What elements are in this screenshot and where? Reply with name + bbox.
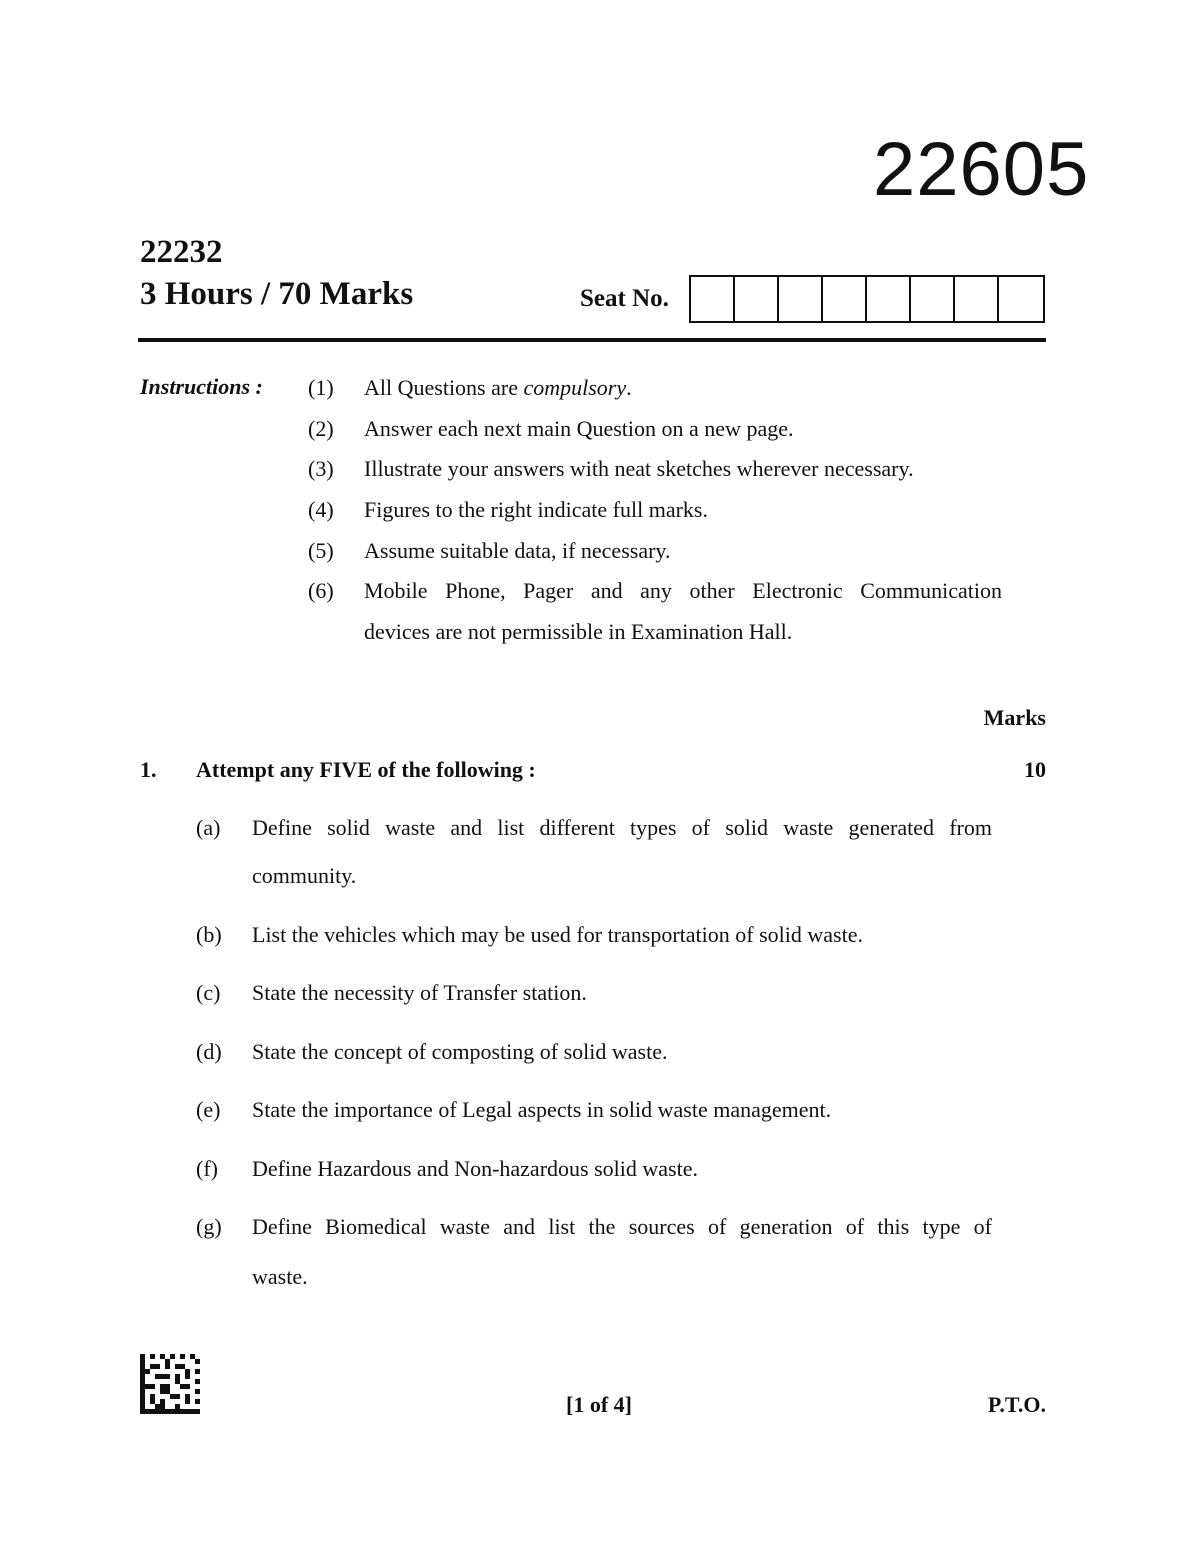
instruction-number: (3) <box>308 456 334 481</box>
instruction-number: (1) <box>308 375 334 400</box>
question-title: Attempt any FIVE of the following : <box>196 757 536 782</box>
page-number: [1 of 4] <box>566 1392 632 1417</box>
part-text: State the necessity of Transfer station. <box>252 980 587 1005</box>
instruction-text: Figures to the right indicate full marks. <box>364 497 708 522</box>
part-text: List the vehicles which may be used for transportation of solid waste. <box>252 922 863 947</box>
seat-box[interactable] <box>691 277 735 321</box>
question-number: 1. <box>140 757 157 782</box>
seat-box[interactable] <box>823 277 867 321</box>
seat-box[interactable] <box>911 277 955 321</box>
instruction-text: Illustrate your answers with neat sketches wherever necessary. <box>364 456 914 481</box>
part-text: State the importance of Legal aspects in solid waste management. <box>252 1097 832 1122</box>
seat-box[interactable] <box>779 277 823 321</box>
seat-number-label: Seat No. <box>580 285 669 312</box>
seat-box[interactable] <box>867 277 911 321</box>
seat-box[interactable] <box>955 277 999 321</box>
instruction-text-continued: devices are not permissible in Examination Hall. <box>364 619 793 644</box>
instruction-text-part: All Questions are <box>364 375 524 400</box>
part-text: State the concept of composting of solid waste. <box>252 1039 668 1064</box>
part-text-continued: waste. <box>252 1264 308 1289</box>
part-text: Define solid waste and list different types of solid waste generated from <box>252 815 992 840</box>
duration-marks: 3 Hours / 70 Marks <box>140 276 414 312</box>
part-text: Define Hazardous and Non-hazardous solid waste. <box>252 1156 698 1181</box>
seat-box[interactable] <box>999 277 1043 321</box>
instruction-text: Mobile Phone, Pager and any other Electronic Communication <box>364 578 1002 603</box>
part-letter: (d) <box>196 1039 222 1064</box>
please-turn-over: P.T.O. <box>987 1392 1046 1417</box>
instruction-number: (6) <box>308 578 334 603</box>
instructions-label: Instructions : <box>140 374 263 399</box>
seat-number-boxes[interactable] <box>689 275 1045 323</box>
part-letter: (e) <box>196 1097 221 1122</box>
question-marks: 10 <box>1024 757 1046 782</box>
instruction-emphasis: compulsory <box>523 375 627 400</box>
seat-box[interactable] <box>735 277 779 321</box>
part-letter: (f) <box>196 1156 218 1181</box>
part-letter: (c) <box>196 980 221 1005</box>
header-divider <box>138 338 1046 342</box>
datamatrix-barcode <box>140 1354 200 1414</box>
instruction-number: (5) <box>308 538 334 563</box>
marks-heading: Marks <box>983 705 1046 730</box>
instruction-text: Assume suitable data, if necessary. <box>364 538 671 563</box>
instruction-number: (4) <box>308 497 334 522</box>
paper-code: 22605 <box>873 127 1090 212</box>
part-text: Define Biomedical waste and list the sources of generation of this type of <box>252 1214 992 1239</box>
instruction-number: (2) <box>308 416 334 441</box>
subject-code: 22232 <box>140 234 223 270</box>
instruction-text <box>364 375 632 401</box>
part-letter: (g) <box>196 1214 222 1239</box>
instruction-text: Answer each next main Question on a new page. <box>364 416 794 441</box>
part-letter: (b) <box>196 922 222 947</box>
instruction-text-part: . <box>626 375 632 400</box>
part-letter: (a) <box>196 815 221 840</box>
part-text-continued: community. <box>252 863 357 888</box>
